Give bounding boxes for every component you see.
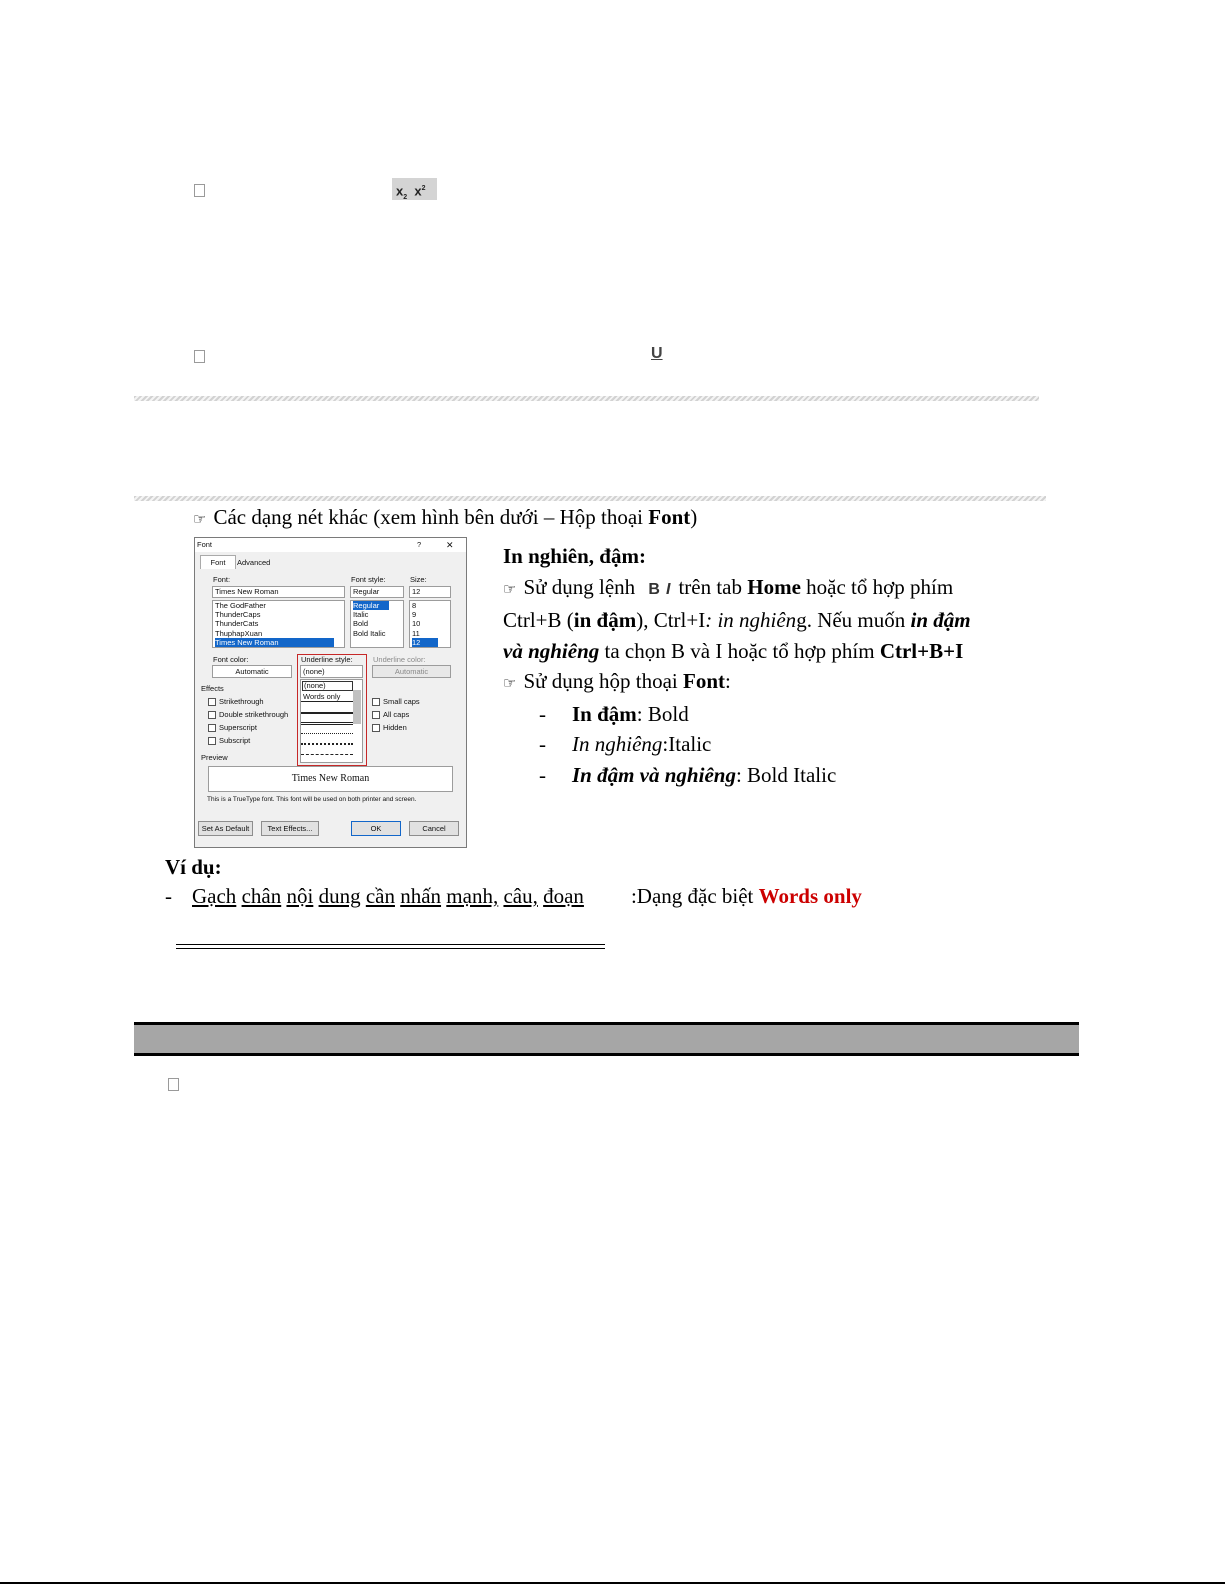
list-item[interactable]: Bold [353, 619, 369, 629]
double-underline-sample [176, 944, 605, 949]
all-caps-checkbox[interactable] [372, 711, 380, 719]
section-heading: ☞ Các dạng nét khác (xem hình bên dưới – Hộp thoại Font) [193, 505, 698, 529]
font-label: Font: [213, 575, 231, 584]
section-bar [134, 1022, 1079, 1056]
underline-style-label: Underline style: [301, 655, 353, 664]
underlined-word: chân [241, 884, 282, 908]
dropdown-option[interactable]: Words only [303, 692, 341, 701]
page-bottom-rule [0, 1582, 1225, 1584]
bold-icon: B [648, 580, 660, 598]
preview-box: Times New Roman [208, 766, 453, 792]
list-item: - In đậm: Bold [539, 701, 689, 726]
dialog-titlebar [195, 538, 466, 552]
close-icon[interactable]: ✕ [446, 540, 454, 550]
list-item[interactable]: 11 [412, 628, 420, 638]
bullet-checkbox-3 [168, 1078, 179, 1091]
effect-label: Subscript [219, 736, 251, 745]
subscript-superscript-icon: $x_2$ $x^2$ [392, 178, 437, 200]
font-style-list[interactable] [350, 600, 404, 648]
dropdown-option-selected[interactable]: (none) [302, 681, 353, 691]
dotted-separator-bottom [134, 496, 1046, 501]
effect-label: Superscript [219, 723, 257, 732]
list-item: - In đậm và nghiêng: Bold Italic [539, 762, 837, 787]
list-item-selected[interactable]: Regular [353, 601, 389, 610]
instruction-line: ☞ Sử dụng lệnh B I trên tab Home hoặc tổ hợp phím [503, 574, 954, 599]
font-color-label: Font color: [213, 655, 249, 664]
effect-label: Small caps [383, 697, 420, 706]
list-item[interactable]: ThuphapXuan [215, 628, 263, 638]
list-item[interactable]: Bold Italic [353, 628, 386, 638]
effect-label: Hidden [383, 723, 407, 732]
effects-label: Effects [201, 684, 224, 693]
bold-italic-explanation [503, 541, 1033, 790]
dialog-title: Font [197, 540, 213, 549]
list-item[interactable]: 10 [412, 619, 421, 629]
pointing-hand-icon: ☞ [503, 674, 517, 692]
underline-icon: U [651, 345, 663, 362]
bullet-checkbox-2 [194, 350, 205, 363]
font-dialog-screenshot [194, 537, 467, 848]
size-list[interactable] [409, 600, 451, 648]
effect-label: All caps [383, 710, 410, 719]
list-item[interactable]: The GodFather [215, 601, 266, 610]
help-icon[interactable]: ? [417, 540, 422, 549]
tab-advanced[interactable]: Advanced [237, 558, 271, 567]
hidden-checkbox[interactable] [372, 724, 380, 732]
truetype-note: This is a TrueType font. This font will be used on both printer and screen. [207, 796, 417, 803]
red-highlight-frame [297, 654, 367, 766]
instruction-line: Ctrl+B (in đậm), Ctrl+I: in nghiêng. Nếu muốn in đậm [503, 608, 971, 632]
block-heading: In nghiên, đậm: [503, 544, 646, 568]
underline-color-select[interactable]: Automatic [372, 665, 451, 678]
example-line: - Gạch chân nội dung cần nhấn mạnh, câu, đoạn :Dạng đặc biệt Words only [165, 884, 862, 908]
tab-font[interactable]: Font [200, 555, 236, 569]
font-color-select[interactable]: Automatic [212, 665, 292, 678]
cancel-button[interactable]: Cancel [409, 821, 459, 836]
pointing-hand-icon: ☞ [193, 510, 207, 528]
size-label: Size: [410, 575, 427, 584]
text-effects-button[interactable]: Text Effects... [261, 821, 319, 836]
italic-icon: I [665, 580, 671, 598]
list-item: - In nghiêng:Italic [539, 732, 712, 756]
underlined-word: nội [286, 884, 314, 908]
underlined-word: cần [365, 884, 395, 908]
strikethrough-checkbox[interactable] [208, 698, 216, 706]
list-item[interactable]: ThunderCaps [215, 610, 261, 620]
size-input[interactable]: 12 [409, 586, 451, 598]
underlined-word: câu, [503, 884, 538, 908]
superscript-checkbox[interactable] [208, 724, 216, 732]
list-item-selected[interactable]: Times New Roman [215, 638, 334, 647]
instruction-line: và nghiêng ta chọn B và I hoặc tổ hợp phím Ctrl+B+I [503, 638, 964, 663]
ok-button[interactable]: OK [351, 821, 401, 836]
words-only-highlight: Words only [758, 884, 862, 908]
bullet-checkbox-1 [194, 184, 205, 197]
example-title: Ví dụ: [165, 855, 222, 879]
list-item[interactable]: Italic [353, 610, 369, 620]
double-strikethrough-checkbox[interactable] [208, 711, 216, 719]
small-caps-checkbox[interactable] [372, 698, 380, 706]
list-item[interactable]: 8 [412, 601, 417, 610]
font-list[interactable] [212, 600, 345, 648]
list-item-selected[interactable]: 12 [412, 638, 438, 647]
underlined-word: đoạn [543, 884, 584, 908]
pointing-hand-icon: ☞ [503, 579, 517, 598]
instruction-line: ☞ Sử dụng hộp thoại Font: [503, 669, 731, 693]
font-style-label: Font style: [351, 575, 386, 584]
underline-style-select[interactable]: (none) [300, 665, 363, 678]
underlined-word: nhấn [400, 884, 442, 908]
dotted-separator-top [134, 396, 1039, 401]
font-name-input[interactable]: Times New Roman [212, 586, 345, 598]
underline-color-label: Underline color: [373, 655, 426, 664]
underlined-word: mạnh, [446, 884, 499, 908]
underlined-word: Gạch [192, 884, 237, 908]
list-item[interactable]: ThunderCats [215, 619, 259, 629]
subscript-checkbox[interactable] [208, 737, 216, 745]
underlined-word: dung [318, 884, 361, 908]
set-as-default-button[interactable]: Set As Default [198, 821, 253, 836]
preview-label: Preview [201, 753, 228, 762]
list-item[interactable]: 9 [412, 610, 417, 620]
effect-label: Double strikethrough [219, 710, 289, 719]
effect-label: Strikethrough [219, 697, 264, 706]
font-style-input[interactable]: Regular [350, 586, 404, 598]
